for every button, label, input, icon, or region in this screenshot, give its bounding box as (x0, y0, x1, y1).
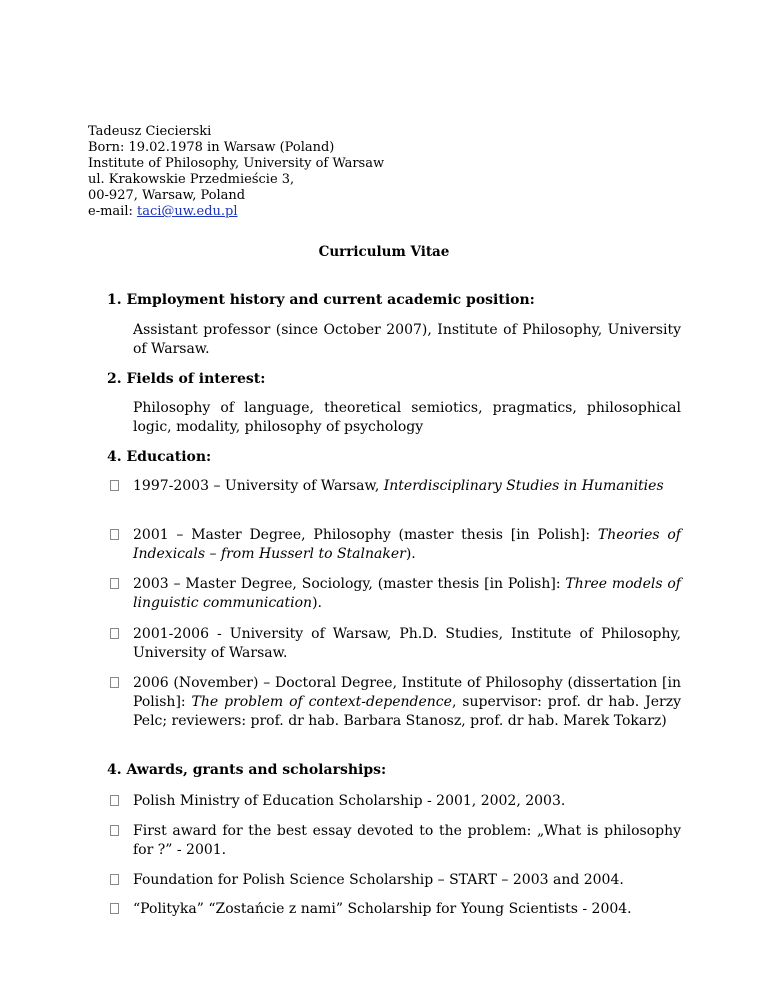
education-item: 2001-2006 - University of Warsaw, Ph.D. Studies, Institute of Philosophy, University of Warsaw. (110, 625, 681, 663)
document-title: Curriculum Vitae (318, 244, 450, 260)
education-item: 1997-2003 – University of Warsaw, Interdisciplinary Studies in Humanities (110, 477, 681, 496)
section-heading-awards: 4. Awards, grants and scholarships: (107, 762, 387, 778)
checkbox-bullet-icon (110, 480, 119, 491)
award-item: First award for the best essay devoted to the problem: „What is philosophy for ?” - 2001. (110, 822, 681, 860)
award-item: “Polityka” “Zostańcie z nami” Scholarship for Young Scientists - 2004. (110, 900, 681, 919)
checkbox-bullet-icon (110, 628, 119, 639)
author-name: Tadeusz Ciecierski (88, 124, 212, 139)
email-line (88, 204, 384, 220)
checkbox-bullet-icon (110, 795, 119, 806)
education-item: 2006 (November) – Doctoral Degree, Institute of Philosophy (dissertation [in Polish]: The problem of context-dependence, supervisor: prof. dr hab. Jerzy Pelc; reviewers: prof. dr hab. Barbara Stanosz, prof. dr hab. Marek Tokarz) (110, 674, 681, 731)
section-heading-education: 4. Education: (107, 449, 212, 465)
section-heading-interests: 2. Fields of interest: (107, 371, 266, 387)
employment-text: Assistant professor (since October 2007), Institute of Philosophy, University of Warsaw. (133, 322, 681, 357)
email-label: e-mail: (88, 204, 137, 219)
award-item: Polish Ministry of Education Scholarship - 2001, 2002, 2003. (110, 792, 681, 811)
street-line: ul. Krakowskie Przedmieście 3, (88, 172, 295, 187)
education-item: 2003 – Master Degree, Sociology, (master thesis [in Polish]: Three models of linguistic communication). (110, 575, 681, 613)
checkbox-bullet-icon (110, 874, 119, 885)
checkbox-bullet-icon (110, 825, 119, 836)
email-link[interactable]: taci@uw.edu.pl (137, 204, 238, 219)
checkbox-bullet-icon (110, 578, 119, 589)
city-line: 00-927, Warsaw, Poland (88, 188, 246, 203)
institute-line: Institute of Philosophy, University of Warsaw (88, 156, 385, 171)
award-item: Foundation for Polish Science Scholarship – START – 2003 and 2004. (110, 871, 681, 890)
section-heading-employment: 1. Employment history and current academic position: (107, 292, 535, 308)
birth-info: Born: 19.02.1978 in Warsaw (Poland) (88, 140, 335, 155)
education-item: 2001 – Master Degree, Philosophy (master thesis [in Polish]: Theories of Indexicals – from Husserl to Stalnaker). (110, 526, 681, 564)
contact-header (88, 124, 384, 220)
checkbox-bullet-icon (110, 677, 119, 688)
interests-text: Philosophy of language, theoretical semiotics, pragmatics, philosophical logic, modality, philosophy of psychology (133, 400, 681, 435)
checkbox-bullet-icon (110, 529, 119, 540)
checkbox-bullet-icon (110, 903, 119, 914)
